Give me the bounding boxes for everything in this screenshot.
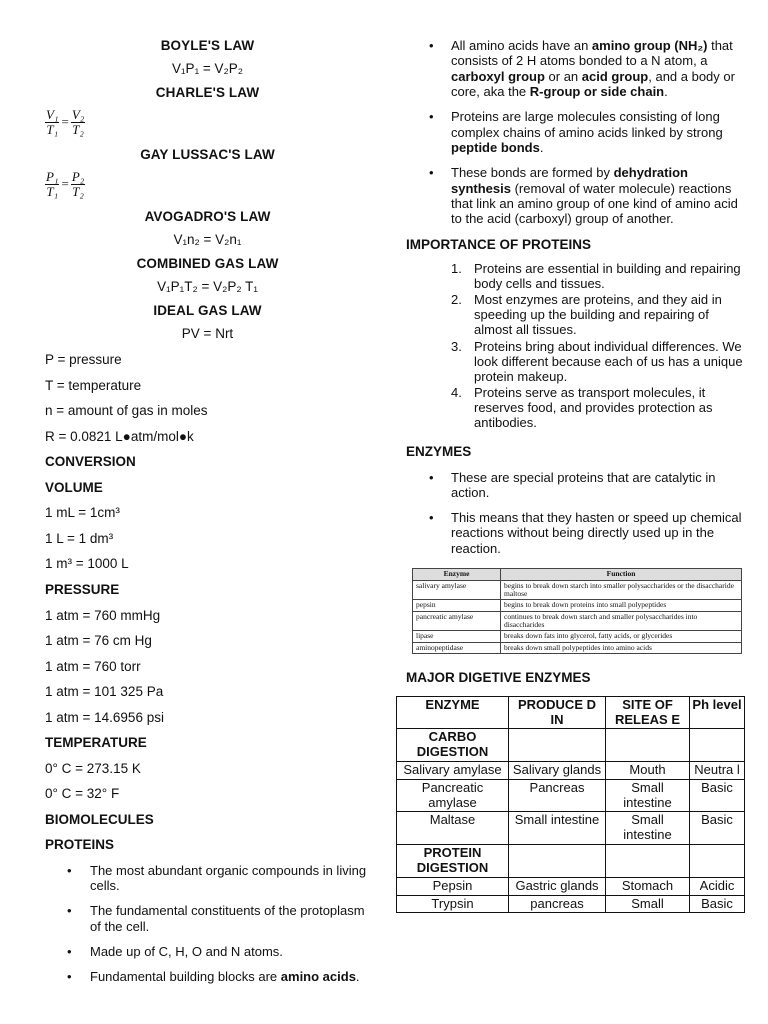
proteins-heading: PROTEINS [45, 837, 115, 853]
list-item [45, 969, 370, 984]
volume-line: 1 m³ = 1000 L [45, 556, 129, 572]
column-header: PRODUCE D IN [509, 696, 606, 729]
table-cell: Pancreas [509, 779, 606, 812]
item-number: 1. [451, 261, 462, 277]
text-run: that consists of 2 H atoms bonded to a N atom, a [451, 38, 733, 69]
table-cell: Salivary glands [509, 762, 606, 780]
charles-law-formula [45, 108, 370, 138]
ideal-gas-law-formula: PV = Nrt [181, 325, 234, 341]
table-section-row [397, 845, 745, 878]
table-row [413, 611, 742, 631]
table-row [413, 631, 742, 642]
fraction [45, 108, 59, 138]
table-cell: Pepsin [397, 877, 509, 895]
pressure-line: 1 atm = 76 cm Hg [45, 633, 152, 649]
text-run: (removal of water molecule) reactions that link an amino group of one kind of amino acid to the acid (carboxyl) group of another. [451, 180, 738, 227]
denominator: T₁ [46, 121, 59, 137]
list-item [451, 261, 746, 291]
table-cell: pancreatic amylase [413, 611, 501, 631]
item-text: Proteins bring about individual differences. We look different because each of us has a unique protein makeup. [474, 338, 743, 384]
table-row [413, 580, 742, 600]
table-row [397, 812, 745, 845]
bold-term: acid group [581, 68, 649, 84]
definition-line: T = temperature [45, 377, 142, 393]
table-cell: Maltase [397, 812, 509, 845]
definition-line: P = pressure [45, 352, 122, 368]
text-run: . [539, 139, 544, 155]
denominator: T₂ [72, 121, 84, 137]
denominator: T₂ [72, 183, 84, 199]
table-cell: pepsin [413, 600, 501, 611]
denominator: T₁ [46, 183, 59, 199]
pressure-line: 1 atm = 101 325 Pa [45, 684, 164, 700]
definition-line: n = amount of gas in moles [45, 403, 208, 419]
text-run: . [355, 969, 360, 985]
list-item [451, 385, 746, 430]
table-cell: pancreas [509, 895, 606, 913]
enzyme-function-table [412, 568, 742, 654]
table-cell: Pancreatic amylase [397, 779, 509, 812]
table-row [413, 642, 742, 653]
combined-gas-law-formula: V₁P₁T₂ = V₂P₂ T₁ [157, 278, 258, 294]
text-run: Fundamental building blocks are [90, 969, 281, 985]
numerator: V₂ [71, 106, 85, 122]
column-header: Enzyme [413, 569, 501, 580]
table-row [413, 600, 742, 611]
table-section-row [397, 729, 745, 762]
table-row [397, 877, 745, 895]
table-cell: Basic [690, 779, 745, 812]
equals-sign: = [61, 175, 69, 191]
definition-line: R = 0.0821 L●atm/mol●k [45, 428, 194, 444]
digestive-enzymes-table [396, 696, 745, 914]
pressure-line: 1 atm = 760 torr [45, 658, 141, 674]
table-cell [690, 845, 745, 878]
text-run: All amino acids have an [451, 38, 592, 53]
table-cell: Acidic [690, 877, 745, 895]
importance-heading: IMPORTANCE OF PROTEINS [406, 236, 592, 252]
conversion-heading: CONVERSION [45, 454, 136, 470]
table-cell: Small [606, 895, 690, 913]
bold-term: amino acids [280, 969, 356, 985]
list-item: • These are special proteins that are catalytic in action. [406, 470, 746, 501]
table-cell [690, 729, 745, 762]
bold-term: carboxyl group [451, 68, 545, 84]
table-cell: begins to break down starch into smaller polysaccharides or the disaccharide maltose [501, 580, 742, 600]
table-row [397, 779, 745, 812]
boyles-law-formula: V₁P₁ = V₂P₂ [172, 60, 243, 76]
item-number: 2. [451, 292, 462, 308]
table-header-row [397, 696, 745, 729]
table-cell: Small intestine [606, 812, 690, 845]
table-cell: CARBO DIGESTION [397, 729, 509, 762]
fraction [45, 170, 59, 200]
table-cell: Small intestine [509, 812, 606, 845]
list-item [406, 38, 746, 99]
charles-law-title: CHARLE'S LAW [155, 85, 260, 101]
table-cell: Stomach [606, 877, 690, 895]
table-cell: PROTEIN DIGESTION [397, 845, 509, 878]
item-text: Most enzymes are proteins, and they aid in speeding up the building and repairing of almost all tissues. [474, 292, 722, 338]
volume-line: 1 L = 1 dm³ [45, 530, 114, 546]
text-run: These bonds are formed by [451, 165, 614, 181]
list-item [451, 292, 746, 337]
boyles-law-title: BOYLE'S LAW [160, 38, 255, 53]
column-header: SITE OF RELEAS E [606, 696, 690, 729]
item-number: 4. [451, 384, 462, 400]
table-cell: Basic [690, 895, 745, 913]
table-cell: breaks down fats into glycerol, fatty acids, or glycerides [501, 631, 742, 642]
ideal-gas-law-title: IDEAL GAS LAW [153, 303, 262, 319]
pressure-heading: PRESSURE [45, 581, 120, 597]
item-text: Proteins serve as transport molecules, it reserves food, and provides protection as antibodies. [474, 384, 713, 430]
fraction [71, 108, 85, 138]
bold-term: amino group (NH₂) [591, 38, 708, 53]
table-cell: lipase [413, 631, 501, 642]
table-row [397, 762, 745, 780]
enzymes-heading: ENZYMES [406, 443, 472, 459]
table-cell [509, 729, 606, 762]
table-row [397, 895, 745, 913]
list-item: • Made up of C, H, O and N atoms. [45, 944, 370, 959]
biomolecules-heading: BIOMOLECULES [45, 811, 154, 827]
table-cell: Basic [690, 812, 745, 845]
left-column [45, 38, 370, 995]
list-item: • The most abundant organic compounds in living cells. [45, 863, 370, 894]
text-run: , and a body or core, aka the [451, 68, 735, 99]
column-header: ENZYME [397, 696, 509, 729]
importance-list [451, 261, 746, 430]
pressure-line: 1 atm = 760 mmHg [45, 607, 161, 623]
table-cell: Neutra l [690, 762, 745, 780]
table-cell: Gastric glands [509, 877, 606, 895]
list-item: • This means that they hasten or speed up chemical reactions without being directly used up in the reaction. [406, 510, 746, 556]
list-item [406, 109, 746, 155]
gay-lussac-law-formula [45, 170, 370, 200]
table-cell [606, 845, 690, 878]
fraction [71, 170, 85, 200]
text-run: Proteins are large molecules consisting of long complex chains of amino acids linked by strong [451, 109, 723, 140]
table-cell [606, 729, 690, 762]
table-cell: Salivary amylase [397, 762, 509, 780]
list-item [451, 339, 746, 384]
item-number: 3. [451, 338, 462, 354]
protein-bullet-list [45, 863, 370, 985]
list-item [406, 165, 746, 226]
avogadros-law-formula: V₁n₂ = V₂n₁ [173, 231, 242, 247]
combined-gas-law-title: COMBINED GAS LAW [136, 256, 279, 272]
table-cell: continues to break down starch and smaller polysaccharides into disaccharides [501, 611, 742, 631]
table-cell: Trypsin [397, 895, 509, 913]
volume-heading: VOLUME [45, 479, 103, 495]
enzyme-bullet-list [406, 470, 746, 557]
text-run: . [664, 83, 668, 99]
equals-sign: = [61, 113, 69, 129]
column-header: Function [501, 569, 742, 580]
bold-term: R-group or side chain [529, 83, 665, 99]
table-header-row [413, 569, 742, 580]
table-cell: aminopeptidase [413, 642, 501, 653]
pressure-line: 1 atm = 14.6956 psi [45, 709, 164, 725]
volume-line: 1 mL = 1cm³ [45, 505, 120, 521]
gay-lussac-law-title: GAY LUSSAC'S LAW [140, 147, 275, 163]
major-digestive-enzymes-heading: MAJOR DIGETIVE ENZYMES [406, 670, 591, 686]
bold-term: dehydration synthesis [451, 165, 688, 196]
table-cell: Mouth [606, 762, 690, 780]
numerator: P₂ [71, 168, 85, 184]
column-header: Ph level [690, 696, 745, 729]
list-item: • The fundamental constituents of the protoplasm of the cell. [45, 903, 370, 934]
table-cell: salivary amylase [413, 580, 501, 600]
avogadros-law-title: AVOGADRO'S LAW [144, 209, 271, 225]
bold-term: peptide bonds [451, 139, 540, 155]
table-cell: breaks down small polypeptides into amino acids [501, 642, 742, 653]
amino-bullet-list [406, 38, 746, 227]
temperature-line: 0° C = 32° F [45, 786, 120, 802]
temperature-line: 0° C = 273.15 K [45, 760, 141, 776]
table-cell: Small intestine [606, 779, 690, 812]
numerator: P₁ [46, 168, 59, 184]
temperature-heading: TEMPERATURE [45, 735, 147, 751]
text-run: or an [544, 68, 582, 84]
right-column [403, 38, 746, 913]
table-cell [509, 845, 606, 878]
numerator: V₁ [46, 106, 59, 122]
item-text: Proteins are essential in building and repairing body cells and tissues. [474, 261, 741, 292]
table-cell: begins to break down proteins into small polypeptides [501, 600, 742, 611]
